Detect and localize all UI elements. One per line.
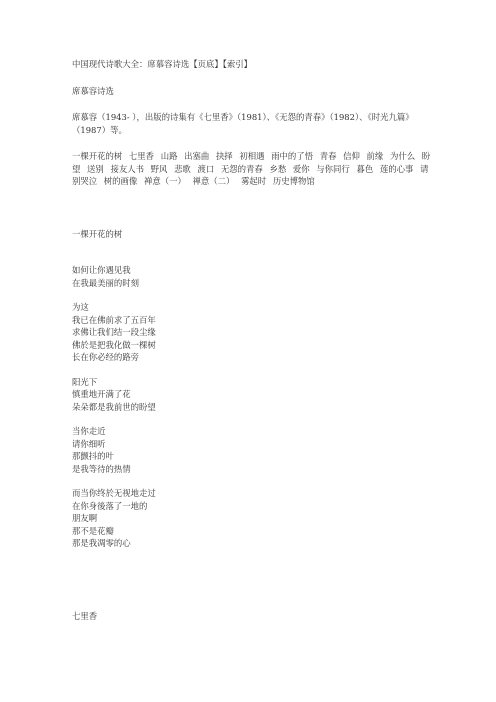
poem-line: 朵朵都是我前世的盼望 — [72, 401, 156, 412]
poem-index-link[interactable]: 爱你 — [292, 163, 310, 174]
poem-line: 那颤抖的叶 — [72, 451, 114, 461]
page-bottom-link[interactable]: 【页底】 — [189, 59, 223, 69]
header-title: 中国现代诗歌大全：席慕容诗选 — [72, 59, 190, 69]
poem-index-link[interactable]: 前缘 — [366, 151, 384, 161]
poem-body — [72, 264, 432, 550]
poem-stanza — [72, 487, 432, 550]
poem-index-link[interactable]: 悲歌 — [174, 163, 191, 174]
poem-index-link[interactable]: 雾起时 — [241, 176, 267, 186]
poem-index-link[interactable]: 接友人书 — [110, 163, 144, 174]
poem-index-link[interactable]: 与你同行 — [316, 163, 350, 174]
poem-line: 而当你终於无视地走过 — [72, 488, 156, 498]
poem-stanza — [72, 301, 432, 364]
poem-index-link[interactable]: 信仰 — [343, 151, 360, 161]
poem-line: 如何让你遇见我 — [72, 265, 131, 275]
poem-index-link[interactable]: 野风 — [150, 163, 168, 174]
poem-title-2: 七里香 — [72, 610, 98, 621]
poem-index-link[interactable]: 渡口 — [197, 163, 215, 174]
anthology-title: 席慕容诗选 — [72, 85, 114, 96]
document-page — [72, 58, 432, 622]
poem-line: 长在你必经的路旁 — [72, 352, 139, 362]
poem-line: 朋友啊 — [72, 513, 98, 523]
poem-index-link[interactable]: 出塞曲 — [184, 151, 210, 161]
poem-index-link[interactable]: 无怨的青春 — [220, 163, 263, 174]
poem-line: 为这 — [72, 302, 89, 312]
poem-title: 一棵开花的树 — [72, 228, 123, 239]
author-bio: 席慕容（1943- ），出版的诗集有《七里香》（1981）、《无怨的青春》（1982）、《时光九篇》（1987）等。 — [72, 112, 414, 135]
poem-line: 请你细听 — [72, 438, 106, 449]
poem-line: 是我等待的热情 — [72, 463, 131, 474]
poem-line: 那是我凋零的心 — [72, 538, 131, 548]
poem-line: 在我最美丽的时刻 — [72, 277, 139, 288]
poem-index-link[interactable]: 乡愁 — [269, 163, 287, 174]
poem-index-link[interactable]: 山路 — [160, 151, 178, 161]
index-link[interactable]: 【索引】 — [222, 59, 253, 69]
poem-line: 阳光下 — [72, 376, 98, 387]
poem-index — [72, 150, 432, 188]
poem-stanza — [72, 264, 432, 289]
poem-line: 那不是花瓣 — [72, 525, 114, 536]
poem-index-link[interactable]: 树的画像 — [103, 176, 138, 186]
poem-index-link[interactable]: 七里香 — [128, 151, 155, 161]
poem-index-link[interactable]: 历史博物馆 — [272, 176, 315, 186]
poem-index-link[interactable]: 为什么 — [389, 151, 416, 161]
poem-line: 我已在佛前求了五百年 — [72, 314, 156, 325]
poem-stanza — [72, 376, 432, 414]
poem-index-link[interactable]: 一棵开花的树 — [72, 151, 123, 161]
poem-index-link[interactable]: 暮色 — [356, 163, 374, 174]
poem-stanza — [72, 425, 432, 475]
poem-index-link[interactable]: 禅意（二） — [192, 176, 235, 186]
poem-index-link[interactable]: 莲的心事 — [379, 163, 414, 174]
poem-index-link[interactable]: 抉择 — [215, 151, 233, 161]
poem-line: 慎重地开满了花 — [72, 389, 131, 399]
document-header — [72, 58, 432, 71]
poem-line: 当你走近 — [72, 426, 106, 436]
poem-index-link[interactable]: 初相遇 — [239, 151, 265, 161]
poem-line: 佛於是把我化做一棵树 — [72, 339, 156, 350]
poem-index-link[interactable]: 盼望 — [72, 151, 431, 174]
poem-index-link[interactable]: 送别 — [87, 163, 104, 174]
poem-index-link[interactable]: 禅意（一） — [143, 176, 186, 186]
poem-index-link[interactable]: 雨中的了悟 — [271, 151, 314, 161]
poem-line: 求佛让我们结一段尘缘 — [72, 327, 156, 337]
poem-index-link[interactable]: 请别哭泣 — [72, 163, 429, 186]
poem-line: 在你身後落了一地的 — [72, 500, 148, 511]
poem-index-link[interactable]: 青春 — [319, 151, 337, 161]
